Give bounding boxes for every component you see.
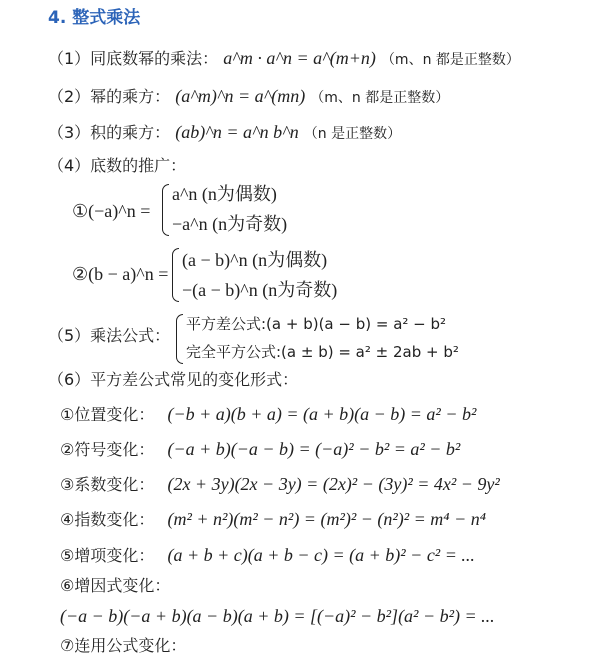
- item-2-formula: (a^m)^n = a^(mn): [175, 86, 306, 106]
- variation-3-formula: (2x + 3y)(2x − 3y) = (2x)² − (3y)² = 4x² − 9y²: [167, 474, 500, 494]
- item-4a-case-odd: −a^n (n为奇数): [172, 214, 288, 234]
- variation-4-label: ④指数变化：: [60, 510, 155, 529]
- item-3-formula: (ab)^n = a^n b^n: [175, 122, 299, 142]
- item-4a-case-even: a^n (n为偶数): [172, 184, 277, 204]
- item-5-perfect-square: 完全平方公式:(a ± b) = a² ± 2ab + b²: [186, 343, 459, 361]
- item-2-label: （2）幂的乘方：: [48, 87, 171, 106]
- item-3-label: （3）积的乘方：: [48, 123, 171, 142]
- section-title: 4. 整式乘法: [48, 8, 141, 28]
- item-4b-case-odd: −(a − b)^n (n为奇数): [182, 280, 338, 300]
- variation-3-label: ③系数变化：: [60, 475, 155, 494]
- variation-4-formula: (m² + n²)(m² − n²) = (m²)² − (n²)² = m⁴ − n⁴: [167, 509, 486, 529]
- item-1: [48, 48, 520, 70]
- variation-1-label: ①位置变化：: [60, 405, 155, 424]
- item-3: [48, 122, 401, 144]
- variation-1: [60, 404, 476, 425]
- variation-5-formula: (a + b + c)(a + b − c) = (a + b)² − c² = ...: [167, 545, 475, 565]
- variation-3: [60, 474, 500, 495]
- variation-4: [60, 509, 486, 530]
- variation-5: [60, 545, 475, 566]
- item-2: [48, 86, 449, 108]
- item-5-brace: [176, 314, 183, 364]
- item-4-label: （4）底数的推广：: [48, 156, 187, 175]
- variation-5-label: ⑤增项变化：: [60, 546, 155, 565]
- variation-6-formula: (−a − b)(−a + b)(a − b)(a + b) = [(−a)² − b²](a² − b²) = ...: [60, 606, 495, 626]
- item-2-note: （m、n 都是正整数）: [310, 90, 450, 106]
- variation-2: [60, 439, 460, 460]
- item-1-note: （m、n 都是正整数）: [380, 52, 520, 68]
- item-5-difference-of-squares: 平方差公式:(a + b)(a − b) = a² − b²: [186, 315, 447, 333]
- item-4b-brace: [172, 248, 179, 302]
- item-4b-lhs: ②(b − a)^n =: [72, 264, 169, 284]
- item-4b-case-even: (a − b)^n (n为偶数): [182, 250, 328, 270]
- variation-7-label: ⑦连用公式变化：: [60, 636, 187, 655]
- item-5-label: （5）乘法公式：: [48, 326, 171, 345]
- item-1-label: （1）同底数幂的乘法：: [48, 49, 219, 68]
- variation-2-label: ②符号变化：: [60, 440, 155, 459]
- item-4a-lhs: ①(−a)^n =: [72, 201, 151, 221]
- variation-2-formula: (−a + b)(−a − b) = (−a)² − b² = a² − b²: [167, 439, 461, 459]
- variation-6-label: ⑥增因式变化：: [60, 576, 171, 595]
- item-6-label: （6）平方差公式常见的变化形式：: [48, 370, 299, 389]
- item-1-formula: a^m · a^n = a^(m+n): [223, 48, 376, 68]
- variation-1-formula: (−b + a)(b + a) = (a + b)(a − b) = a² − b²: [167, 404, 477, 424]
- item-3-note: （n 是正整数）: [303, 126, 402, 142]
- item-4a-brace: [162, 184, 169, 236]
